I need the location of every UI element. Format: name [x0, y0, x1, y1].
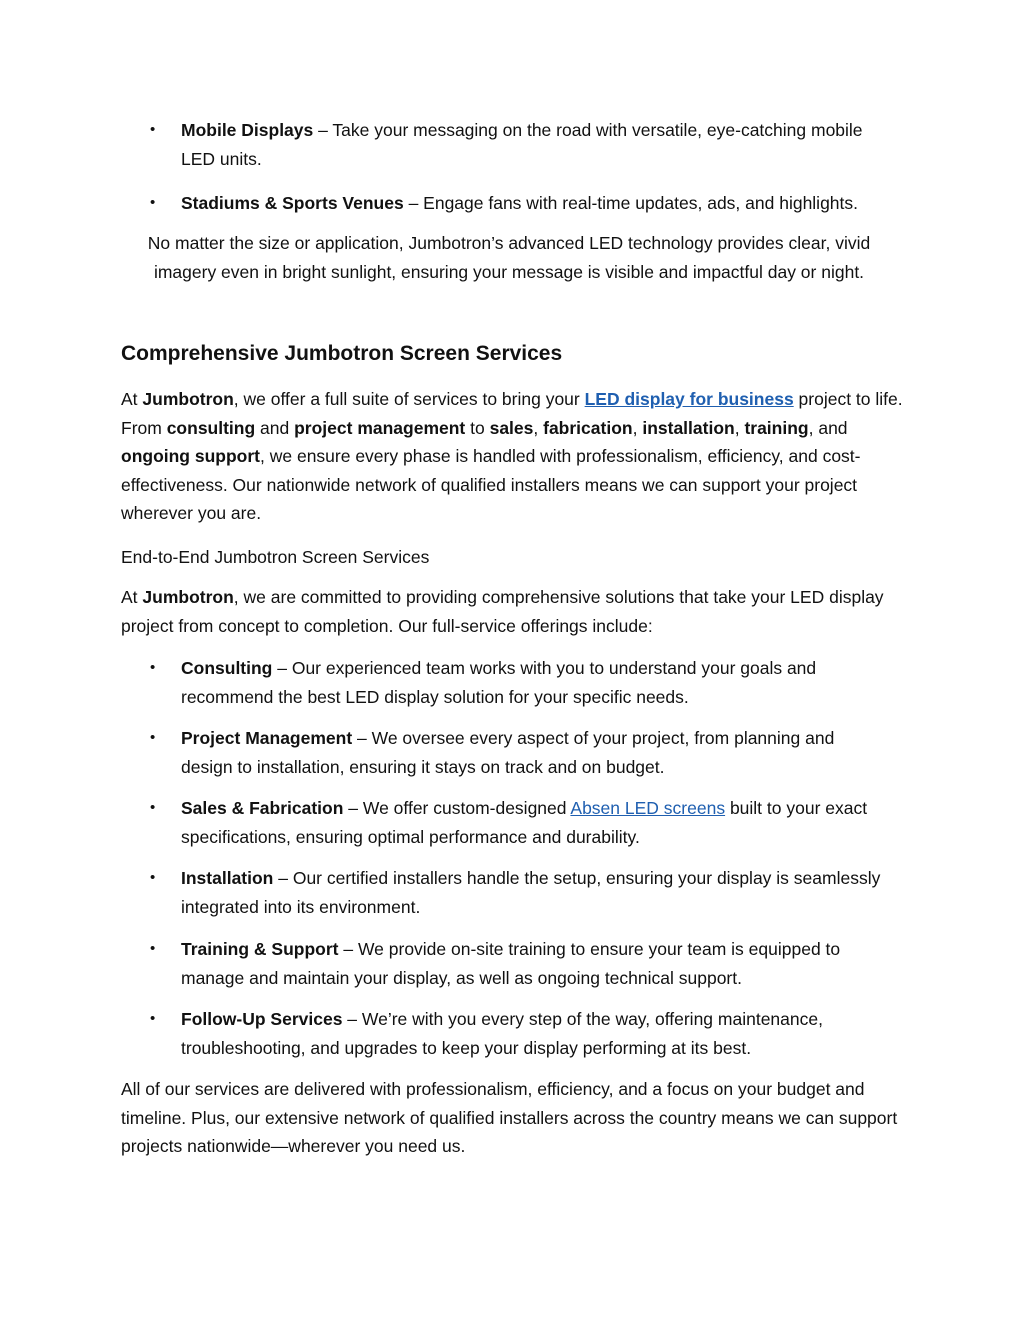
bullet-text: – Take your messaging on the road with versatile, eye-catching mobile LED units. [181, 120, 863, 169]
service-title: Sales & Fabrication [181, 798, 344, 818]
subheading: End-to-End Jumbotron Screen Services [121, 547, 430, 567]
bullet-dot: • [150, 194, 156, 211]
bullet-dot: • [150, 940, 156, 957]
section-heading: Comprehensive Jumbotron Screen Services [121, 342, 563, 365]
bullet-stadiums [150, 189, 890, 218]
service-text: – We’re with you every step of the way, offering maintenance, troubleshooting, and upgrades to keep your display performing at its best. [181, 1009, 823, 1058]
commitment-paragraph: At Jumbotron, we are committed to providing comprehensive solutions that take your LED display project from concept to completion. Our full-service offerings include: [121, 587, 884, 636]
absen-led-screens-link[interactable]: Absen LED screens [570, 798, 726, 818]
bullet-dot: • [150, 121, 156, 138]
bullet-dot: • [150, 869, 156, 886]
led-display-for-business-link[interactable]: LED display for business [584, 389, 794, 409]
bullet-title: Mobile Displays [181, 120, 314, 140]
services-intro-paragraph: At Jumbotron, we offer a full suite of services to bring your LED display for business project to life. From consulting and project management to sales, fabrication, installation, training, and ongoing support, we ensure every phase is handled with professionalism, efficiency, and cost-effectiveness. Our nationwide network of qualified installers means we can support your project wherever you are. [121, 389, 903, 523]
service-item-training-support [150, 935, 890, 992]
service-item-installation [150, 864, 890, 921]
service-title: Follow-Up Services [181, 1009, 343, 1029]
bullet-dot: • [150, 1010, 156, 1027]
service-text: – We provide on-site training to ensure your team is equipped to manage and maintain your display, as well as ongoing technical support. [181, 939, 841, 988]
service-title: Training & Support [181, 939, 339, 959]
closing-paragraph: All of our services are delivered with professionalism, efficiency, and a focus on your budget and timeline. Plus, our extensive network of qualified installers across the country means we can support projects nationwide—wherever you need us. [121, 1079, 898, 1156]
service-text: – Our experienced team works with you to understand your goals and recommend the best LED display solution for your specific needs. [181, 658, 817, 707]
service-item-project-management [150, 724, 890, 781]
service-text: – We oversee every aspect of your project, from planning and design to installation, ensuring it stays on track and on budget. [181, 728, 835, 777]
intro-closing-paragraph: No matter the size or application, Jumbotron’s advanced LED technology provides clear, vivid imagery even in bright sunlight, ensuring your message is visible and impactful day or night. [147, 233, 871, 282]
service-text: – Our certified installers handle the setup, ensuring your display is seamlessly integrated into its environment. [181, 868, 881, 917]
bullet-dot: • [150, 729, 156, 746]
service-item-follow-up [150, 1005, 890, 1062]
brand-name: Jumbotron [142, 389, 234, 409]
bullet-dot: • [150, 799, 156, 816]
service-title: Consulting [181, 658, 273, 678]
bullet-dot: • [150, 659, 156, 676]
service-item-sales-fabrication: • Sales & Fabrication – We offer custom-designed Absen LED screens built to your exact specifications, ensuring optimal performance and durability. [150, 794, 890, 851]
bullet-text: – Engage fans with real-time updates, ads, and highlights. [403, 193, 859, 213]
bullet-title: Stadiums & Sports Venues [181, 193, 404, 213]
brand-name: Jumbotron [142, 587, 234, 607]
service-title: Installation [181, 868, 274, 888]
service-item-consulting [150, 654, 890, 711]
service-title: Project Management [181, 728, 353, 748]
bullet-mobile-displays [150, 116, 890, 173]
